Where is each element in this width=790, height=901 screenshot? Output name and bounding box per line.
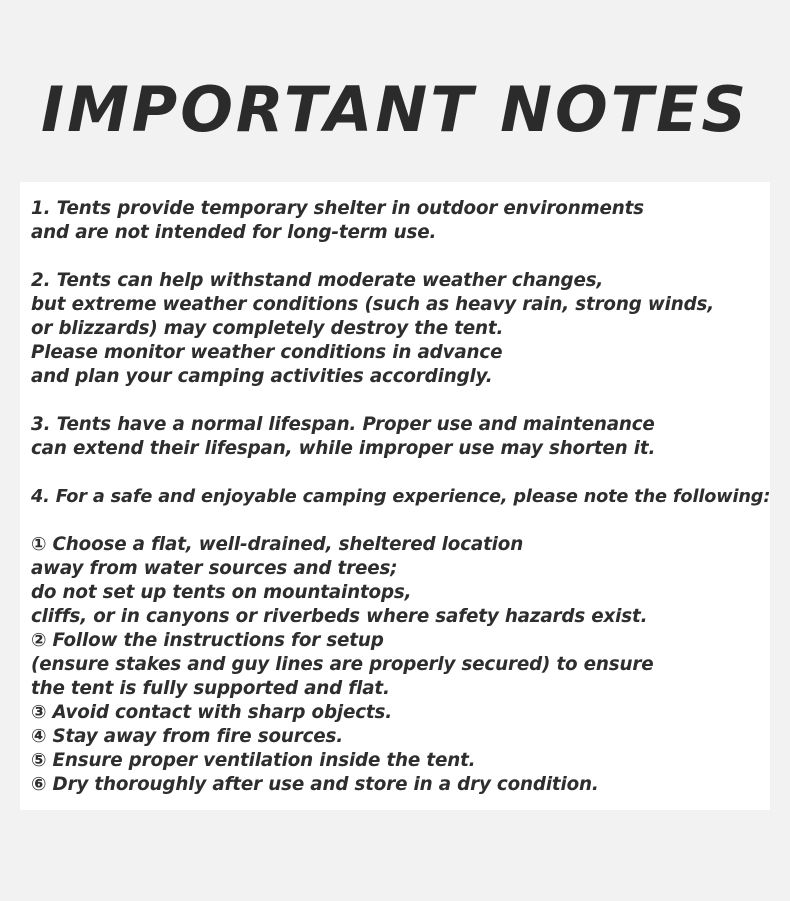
item-line: away from water sources and trees; (31, 558, 398, 579)
note-3-line-2: can extend their lifespan, while improper use may shorten it. (31, 438, 656, 459)
item-line: ④ Stay away from fire sources. (31, 726, 344, 747)
paragraph-gap (31, 461, 767, 485)
item-line: (ensure stakes and guy lines are properly secured) to ensure (31, 654, 654, 675)
note-1-line-2: and are not intended for long-term use. (31, 222, 437, 243)
item-line: ⑤ Ensure proper ventilation inside the tent. (31, 750, 476, 771)
item-line: ⑥ Dry thoroughly after use and store in a dry condition. (31, 774, 599, 795)
paragraph-gap (31, 389, 767, 413)
item-line: cliffs, or in canyons or riverbeds where safety hazards exist. (31, 606, 648, 627)
paragraph-gap (31, 245, 767, 269)
note-2-line-1: 2. Tents can help withstand moderate weather changes, (31, 270, 604, 291)
item-line: ① Choose a flat, well-drained, sheltered location (31, 534, 524, 555)
notes-panel (20, 182, 770, 810)
note-2-line-3: or blizzards) may completely destroy the tent. (31, 318, 504, 339)
item-line: ② Follow the instructions for setup (31, 630, 384, 651)
paragraph-gap (31, 509, 767, 533)
item-line: the tent is fully supported and flat. (31, 678, 390, 699)
note-1-line-1: 1. Tents provide temporary shelter in outdoor environments (31, 198, 644, 219)
note-4-line-1: 4. For a safe and enjoyable camping experience, please note the following: (31, 487, 771, 507)
page-title: IMPORTANT NOTES (41, 73, 749, 146)
item-line: ③ Avoid contact with sharp objects. (31, 702, 393, 723)
note-2-line-4: Please monitor weather conditions in advance (31, 342, 503, 363)
notes-text (31, 197, 771, 797)
note-2-line-2: but extreme weather conditions (such as heavy rain, strong winds, (31, 294, 715, 315)
item-line: do not set up tents on mountaintops, (31, 582, 412, 603)
note-2-line-5: and plan your camping activities accordingly. (31, 366, 493, 387)
note-3-line-1: 3. Tents have a normal lifespan. Proper use and maintenance (31, 414, 655, 435)
